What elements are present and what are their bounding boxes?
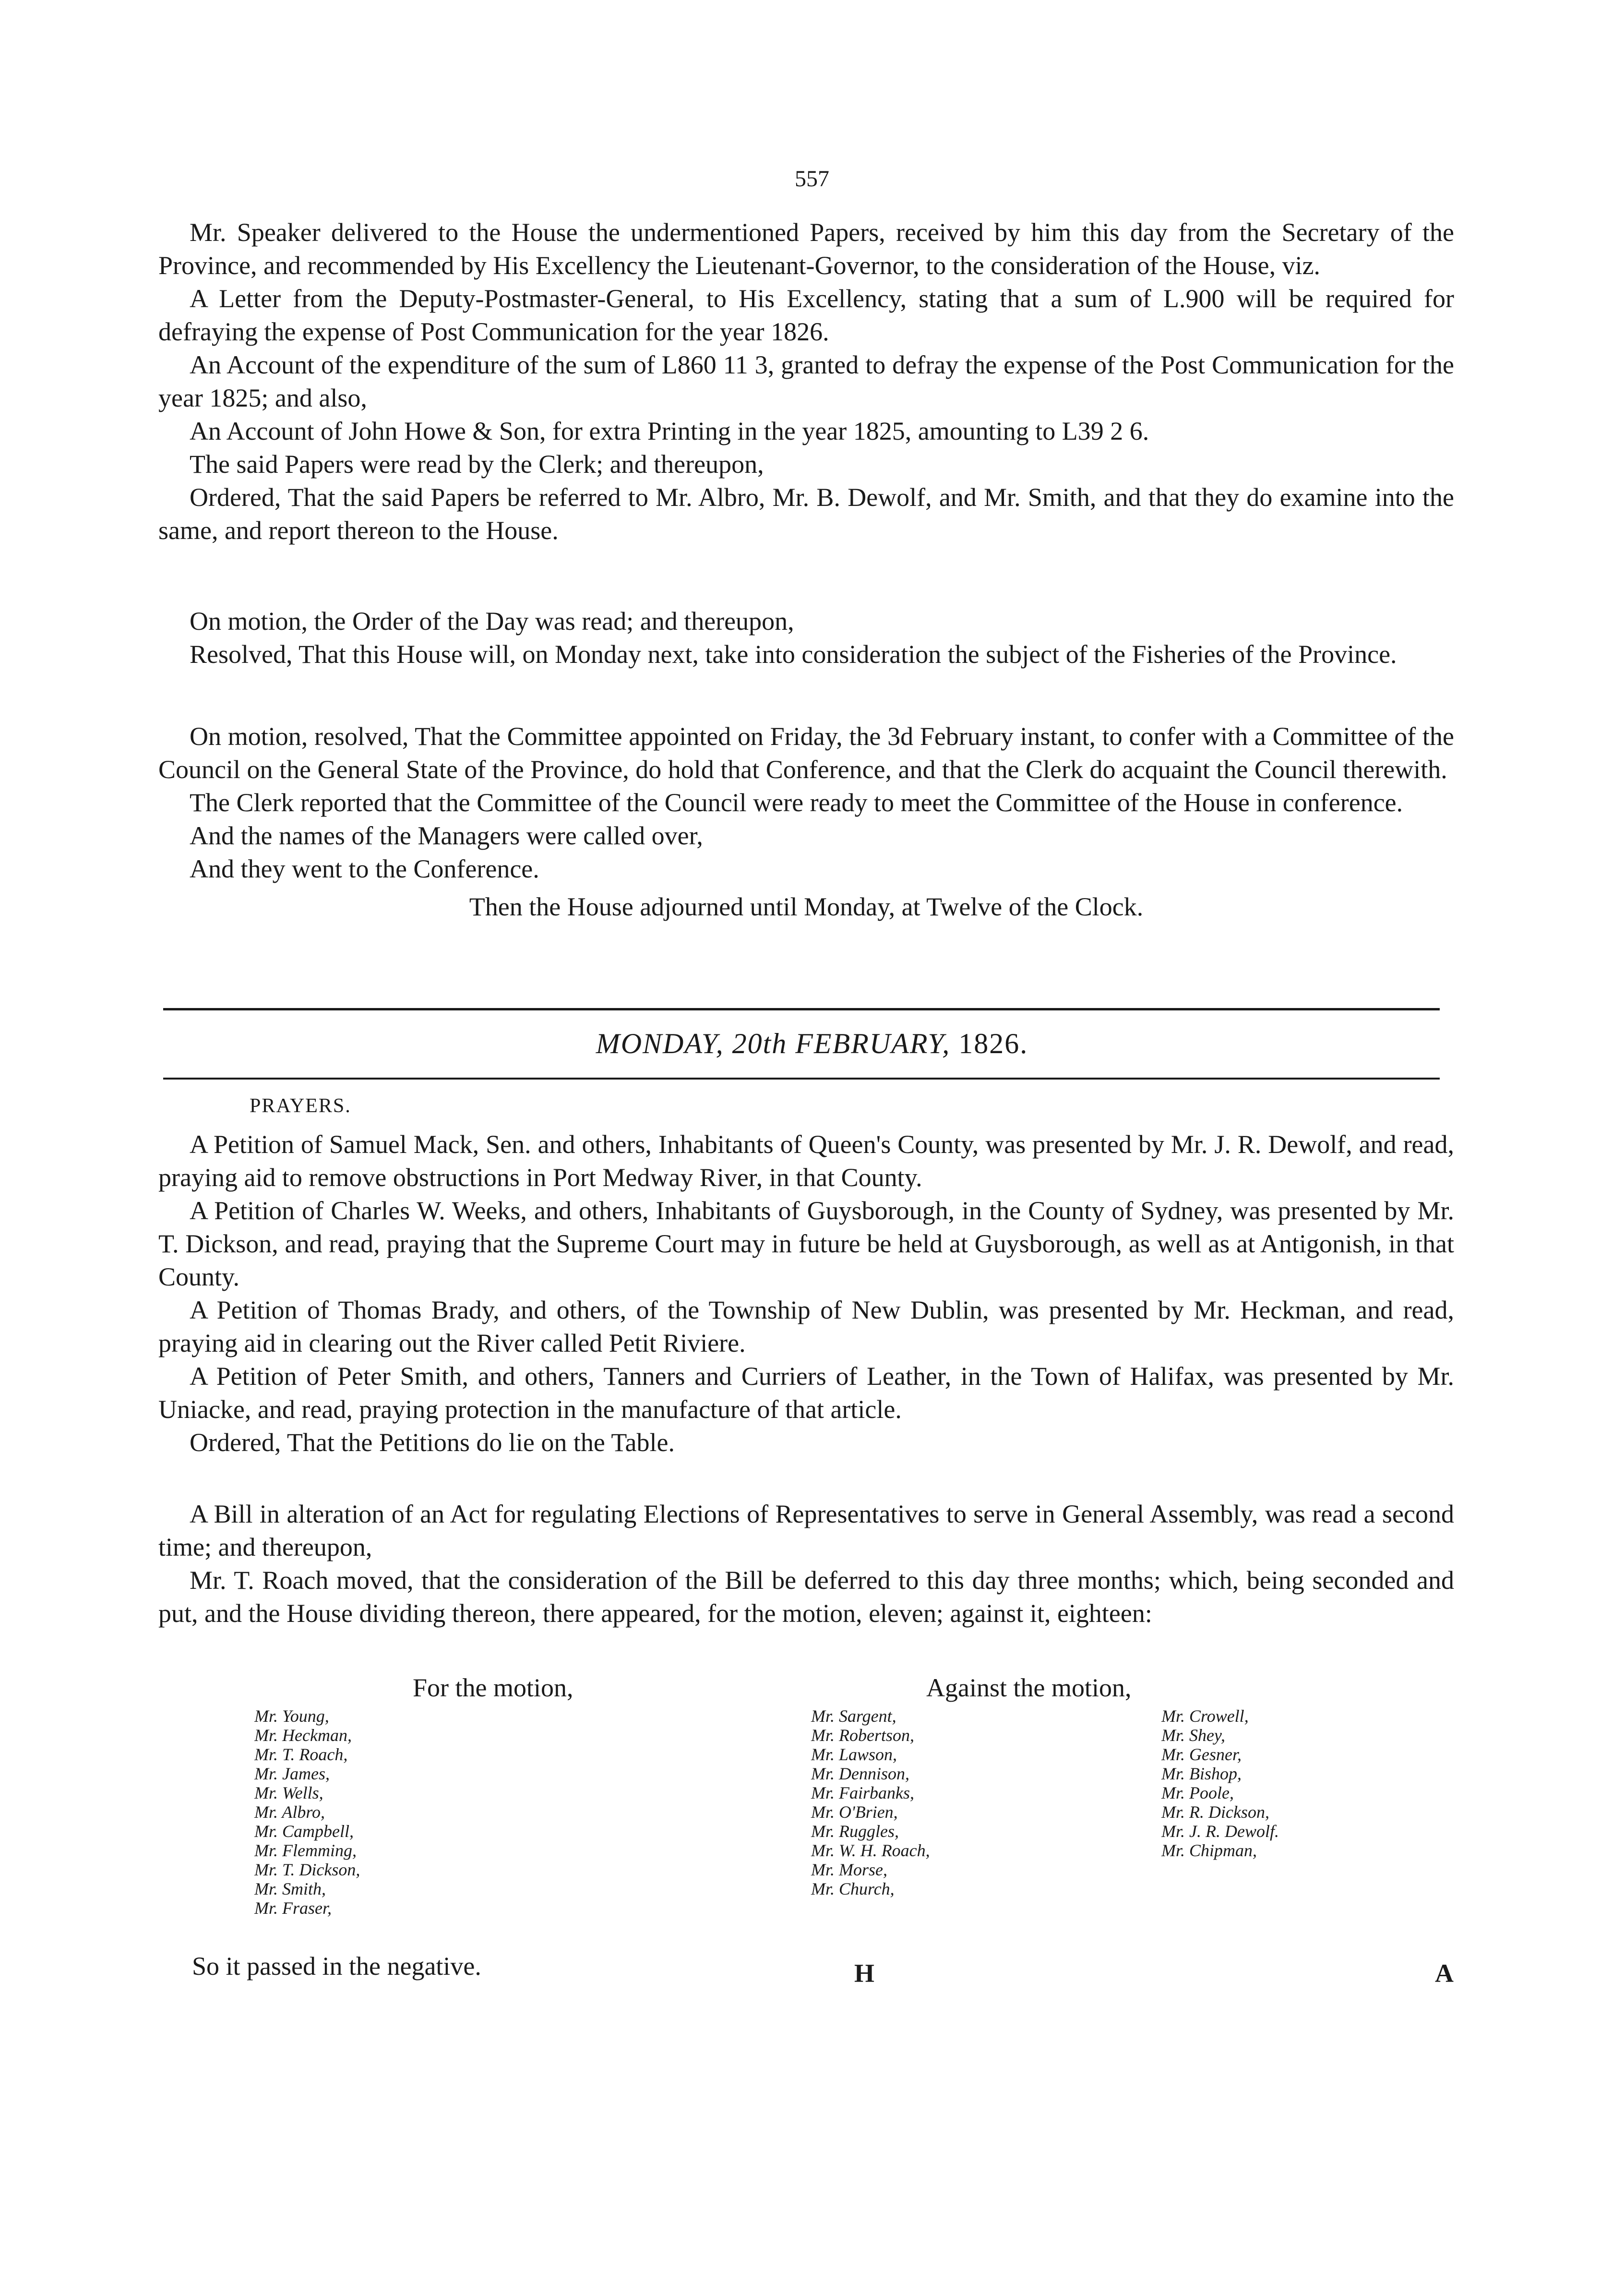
divider-rule xyxy=(163,1078,1440,1080)
paragraph: On motion, the Order of the Day was read; and thereupon, xyxy=(190,607,794,636)
list-item: Mr. T. Dickson, xyxy=(254,1860,360,1879)
paragraph: A Petition of Thomas Brady, and others, of the Township of New Dublin, was presented by Mr. Heckman, and read, praying aid in clearing out the River called Petit Riviere. xyxy=(158,1296,1454,1357)
list-item: Mr. Shey, xyxy=(1161,1726,1225,1745)
list-item: Mr. O'Brien, xyxy=(811,1802,898,1822)
day-heading xyxy=(0,1027,1624,1060)
list-item: Mr. Chipman, xyxy=(1161,1841,1257,1860)
signature-mark: H xyxy=(854,1959,875,1988)
list-item: Mr. Heckman, xyxy=(254,1726,352,1745)
paragraph: On motion, resolved, That the Committee appointed on Friday, the 3d February instant, to confer with a Committee of the Council on the General State of the Province, do hold that Conference, and that the Clerk do acquaint the Council therewith. xyxy=(158,722,1454,784)
petitions-section xyxy=(158,1128,1454,1459)
list-item: Mr. James, xyxy=(254,1764,330,1783)
list-item: Mr. Fairbanks, xyxy=(811,1783,914,1802)
list-item: Mr. Wells, xyxy=(254,1783,323,1802)
against-names-list-2 xyxy=(1161,1706,1279,1860)
page-number: 557 xyxy=(795,166,829,192)
list-item: Mr. Morse, xyxy=(811,1860,887,1879)
paragraph: A Letter from the Deputy-Postmaster-General, to His Excellency, stating that a sum of L.900 will be required for defraying the expense of Post Communication for the year 1826. xyxy=(158,284,1454,346)
list-item: Mr. Robertson, xyxy=(811,1726,914,1745)
list-item: Mr. Sargent, xyxy=(811,1706,896,1726)
day-heading-text: MONDAY, 20th FEBRUARY, xyxy=(596,1028,951,1059)
list-item: Mr. Albro, xyxy=(254,1802,325,1822)
list-item: Mr. Ruggles, xyxy=(811,1822,899,1841)
paragraph: Resolved, That this House will, on Monday next, take into consideration the subject of the Fisheries of the Province. xyxy=(190,640,1397,669)
divider-rule xyxy=(163,1008,1440,1010)
list-item: Mr. J. R. Dewolf. xyxy=(1161,1822,1279,1841)
list-item: Mr. R. Dickson, xyxy=(1161,1802,1269,1822)
paragraph: And the names of the Managers were called over, xyxy=(190,821,703,850)
list-item: Mr. Flemming, xyxy=(254,1841,357,1860)
list-item: Mr. W. H. Roach, xyxy=(811,1841,930,1860)
against-motion-heading: Against the motion, xyxy=(926,1673,1132,1702)
paragraph: An Account of the expenditure of the sum of L860 11 3, granted to defray the expense of the Post Communication for the year 1825; and also, xyxy=(158,350,1454,412)
adjourn-line: Then the House adjourned until Monday, at Twelve of the Clock. xyxy=(469,892,1144,921)
paragraph: The Clerk reported that the Committee of the Council were ready to meet the Committee of the House in conference. xyxy=(190,788,1403,817)
list-item: Mr. Fraser, xyxy=(254,1898,332,1918)
paragraph: A Bill in alteration of an Act for regulating Elections of Representatives to serve in General Assembly, was read a second time; and thereupon, xyxy=(158,1500,1454,1561)
paragraph: Ordered, That the Petitions do lie on the Table. xyxy=(190,1428,675,1457)
list-item: Mr. Gesner, xyxy=(1161,1745,1242,1764)
list-item: Mr. T. Roach, xyxy=(254,1745,348,1764)
signature-mark: A xyxy=(1435,1959,1454,1988)
paragraph: A Petition of Peter Smith, and others, Tanners and Curriers of Leather, in the Town of Halifax, was presented by Mr. Uniacke, and read, praying protection in the manufacture of that article. xyxy=(158,1362,1454,1424)
list-item: Mr. Dennison, xyxy=(811,1764,909,1783)
list-item: Mr. Bishop, xyxy=(1161,1764,1242,1783)
list-item: Mr. Poole, xyxy=(1161,1783,1234,1802)
paragraph: Ordered, That the said Papers be referred to Mr. Albro, Mr. B. Dewolf, and Mr. Smith, and that they do examine into the same, and report thereon to the House. xyxy=(158,483,1454,545)
day-heading-year: 1826. xyxy=(958,1028,1028,1059)
result-line: So it passed in the negative. xyxy=(192,1952,481,1981)
paragraph: And they went to the Conference. xyxy=(190,854,539,883)
for-motion-heading: For the motion, xyxy=(413,1673,573,1702)
paragraph: A Petition of Samuel Mack, Sen. and others, Inhabitants of Queen's County, was presented by Mr. J. R. Dewolf, and read, praying aid to remove obstructions in Port Medway River, in that County. xyxy=(158,1130,1454,1192)
for-names-list xyxy=(254,1706,360,1918)
paragraph: The said Papers were read by the Clerk; and thereupon, xyxy=(190,450,764,479)
order-of-day-section xyxy=(158,605,1454,671)
list-item: Mr. Church, xyxy=(811,1879,895,1898)
paragraph: An Account of John Howe & Son, for extra Printing in the year 1825, amounting to L39 2 6. xyxy=(190,417,1149,445)
paragraph: A Petition of Charles W. Weeks, and others, Inhabitants of Guysborough, in the County of Sydney, was presented by Mr. T. Dickson, and read, praying that the Supreme Court may in future be held at Guysborough, as well as at Antigonish, in that County. xyxy=(158,1196,1454,1291)
bill-section xyxy=(158,1498,1454,1630)
paragraph: Mr. T. Roach moved, that the consideration of the Bill be deferred to this day three months; which, being seconded and put, and the House dividing thereon, there appeared, for the motion, eleven; against it, eighteen: xyxy=(158,1566,1454,1628)
papers-section xyxy=(158,216,1454,547)
prayers-label: PRAYERS. xyxy=(250,1095,351,1117)
list-item: Mr. Crowell, xyxy=(1161,1706,1249,1726)
list-item: Mr. Smith, xyxy=(254,1879,326,1898)
conference-section xyxy=(158,720,1454,924)
list-item: Mr. Young, xyxy=(254,1706,329,1726)
list-item: Mr. Campbell, xyxy=(254,1822,354,1841)
against-names-list-1 xyxy=(811,1706,930,1898)
paragraph: Mr. Speaker delivered to the House the undermentioned Papers, received by him this day from the Secretary of the Province, and recommended by His Excellency the Lieutenant-Governor, to the consideration of the House, viz. xyxy=(158,218,1454,280)
list-item: Mr. Lawson, xyxy=(811,1745,897,1764)
